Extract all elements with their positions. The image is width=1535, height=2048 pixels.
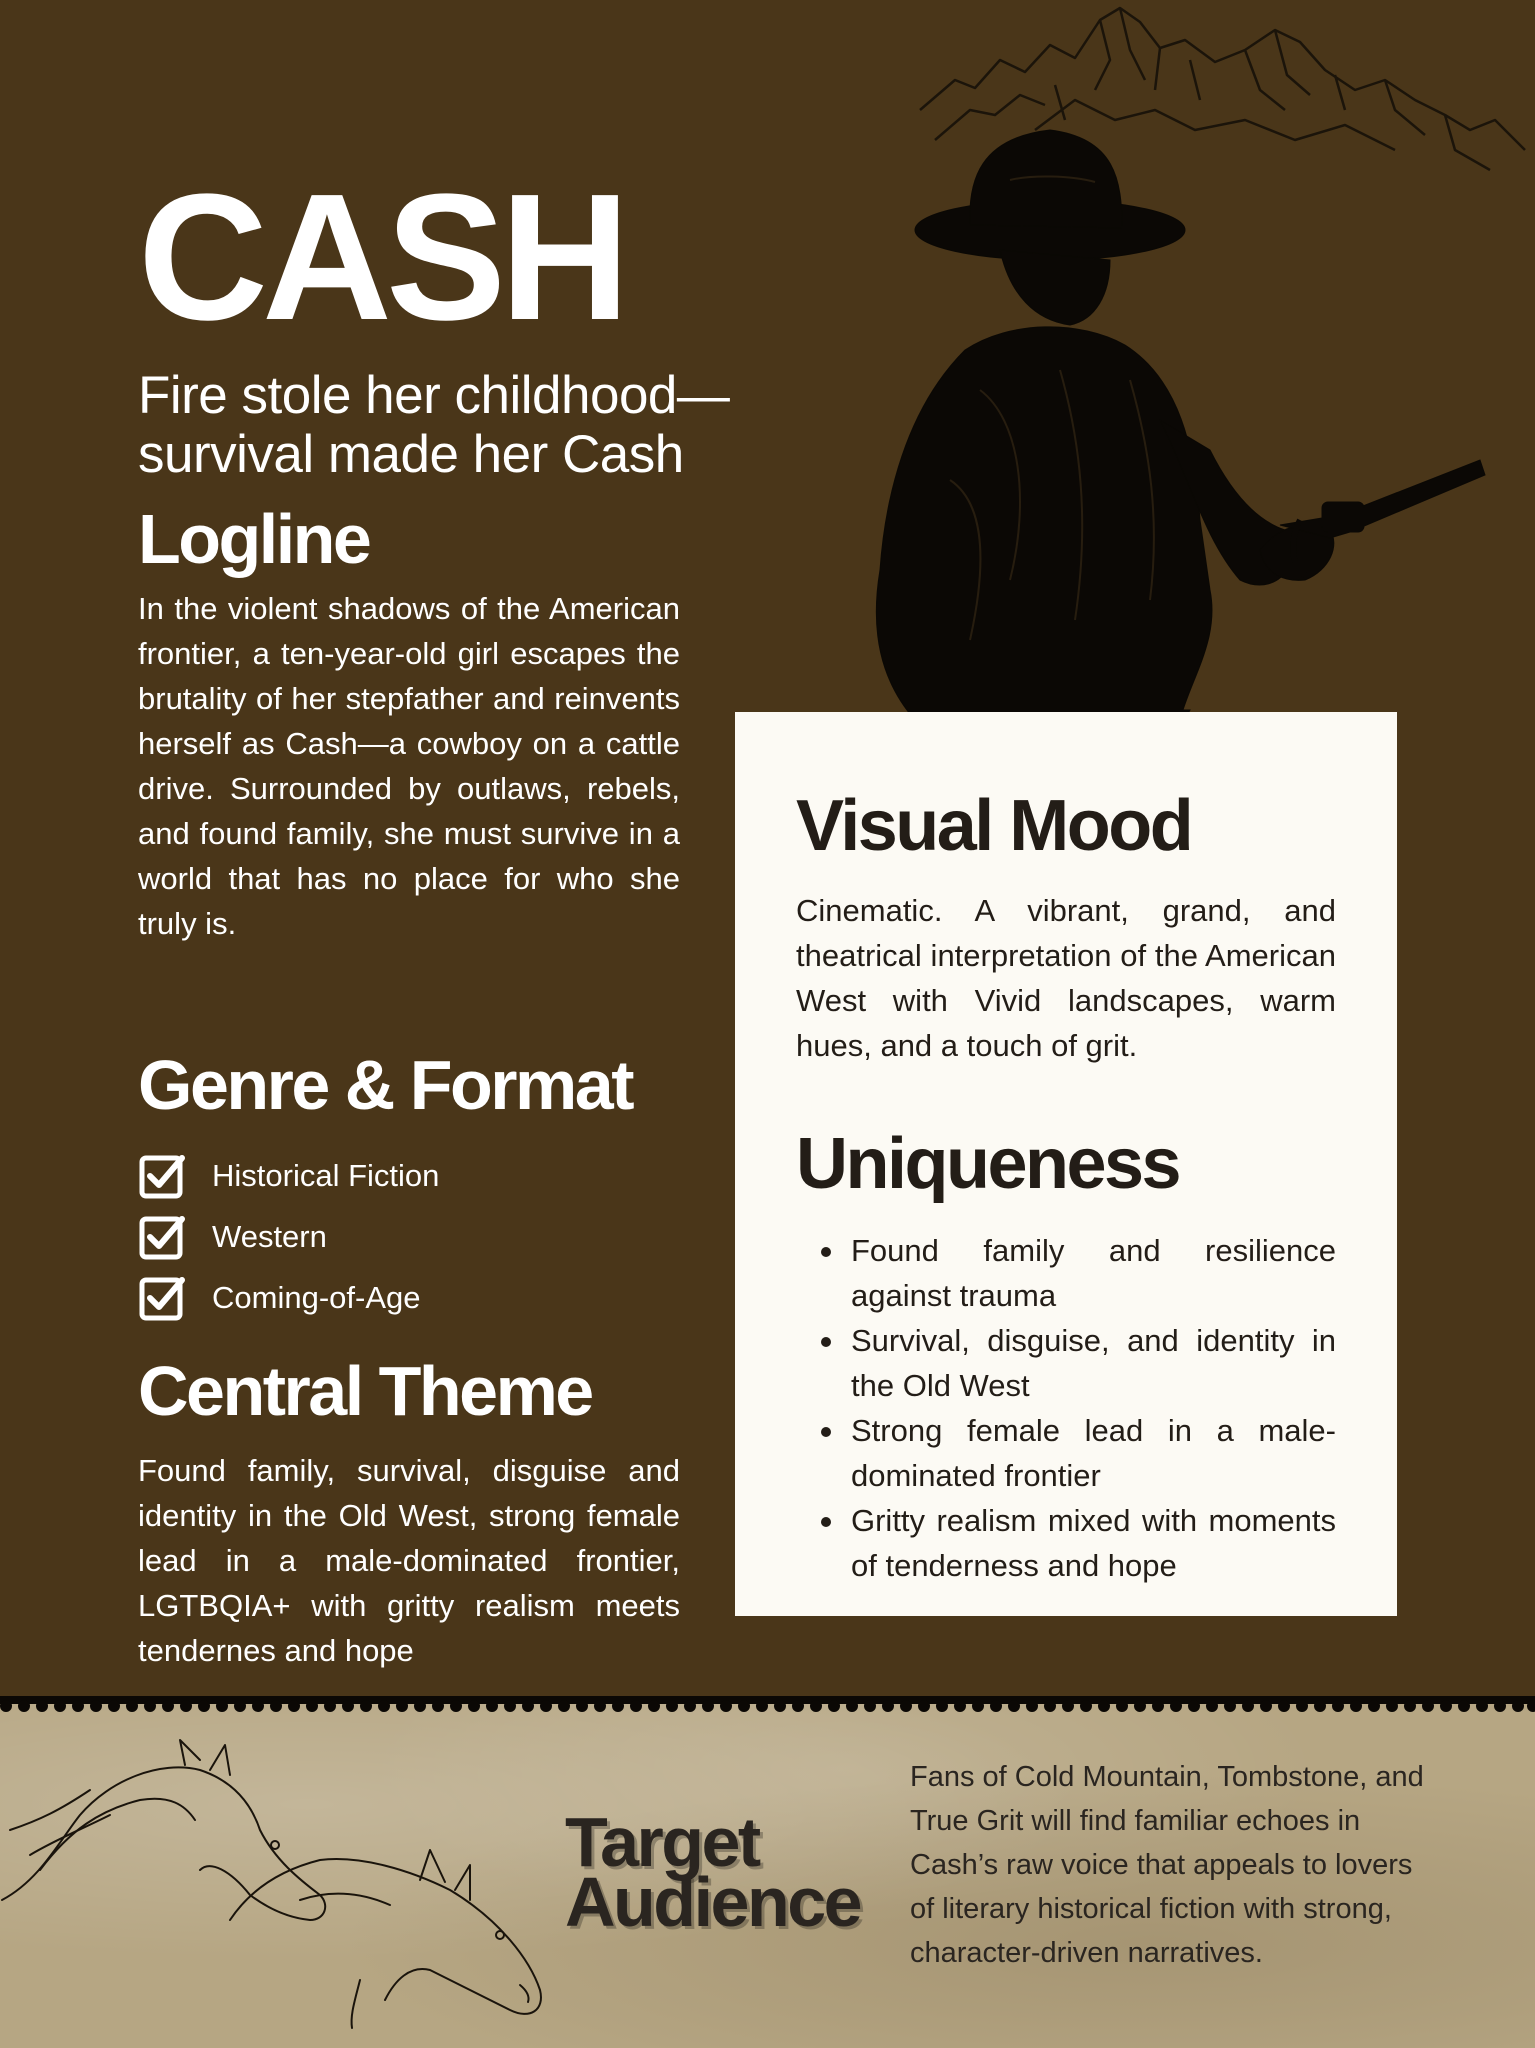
uniqueness-item: Gritty realism mixed with moments of tenderness and hope	[793, 1498, 1336, 1588]
bullet-icon	[821, 1337, 831, 1347]
genre-list	[138, 1145, 439, 1328]
central-theme-heading: Central Theme	[138, 1352, 592, 1430]
genre-item	[138, 1206, 439, 1267]
bullet-icon	[821, 1247, 831, 1257]
uniqueness-list	[793, 1228, 1336, 1588]
uniqueness-item: Strong female lead in a male-dominated frontier	[793, 1408, 1336, 1498]
uniqueness-item: Survival, disguise, and identity in the Old West	[793, 1318, 1336, 1408]
tagline-line-2: survival made her Cash	[138, 425, 684, 485]
genre-label: Coming-of-Age	[212, 1279, 421, 1315]
logline-text: In the violent shadows of the American frontier, a ten-year-old girl escapes the brutality of her stepfather and reinvents herself as Cash—a cowboy on a cattle drive. Surrounded by outlaws, rebels, and found family, she must survive in a world that has no place for who she truly is.	[138, 591, 680, 941]
page-title: CASH	[138, 157, 625, 358]
checkbox-icon	[138, 1152, 186, 1200]
horses-line-art	[0, 1720, 560, 2030]
genre-item	[138, 1267, 439, 1328]
genre-label: Historical Fiction	[212, 1157, 440, 1193]
genre-format-heading: Genre & Format	[138, 1046, 632, 1124]
visual-mood-heading: Visual Mood	[796, 786, 1192, 866]
bullet-icon	[821, 1517, 831, 1527]
target-audience-text: Fans of Cold Mountain, Tombstone, and True Grit will find familiar echoes in Cash’s raw voice that appeals to lovers of literary historical fiction with strong, character-driven narratives.	[910, 1761, 1424, 1969]
torn-edge	[0, 1696, 1535, 1718]
genre-label: Western	[212, 1218, 327, 1254]
checkbox-icon	[138, 1274, 186, 1322]
central-theme-text: Found family, survival, disguise and identity in the Old West, strong female lead in a male-dominated frontier, LGTBQIA+ with gritty realism meets tendernes and hope	[138, 1453, 680, 1668]
target-audience-heading	[565, 1803, 861, 1941]
cowboy-illustration	[860, 120, 1500, 730]
target-audience-heading-line-2: Audience	[565, 1863, 861, 1941]
checkbox-icon	[138, 1213, 186, 1261]
tagline	[138, 366, 778, 485]
bullet-icon	[821, 1427, 831, 1437]
visual-mood-text: Cinematic. A vibrant, grand, and theatrical interpretation of the American West with Vivid landscapes, warm hues, and a touch of grit.	[796, 893, 1336, 1063]
tagline-line-1: Fire stole her childhood—	[138, 366, 730, 425]
genre-item	[138, 1145, 439, 1206]
target-audience-heading-line-1: Target	[565, 1803, 759, 1881]
uniqueness-heading: Uniqueness	[796, 1124, 1180, 1204]
logline-heading: Logline	[138, 500, 370, 578]
uniqueness-item: Found family and resilience against trauma	[793, 1228, 1336, 1318]
